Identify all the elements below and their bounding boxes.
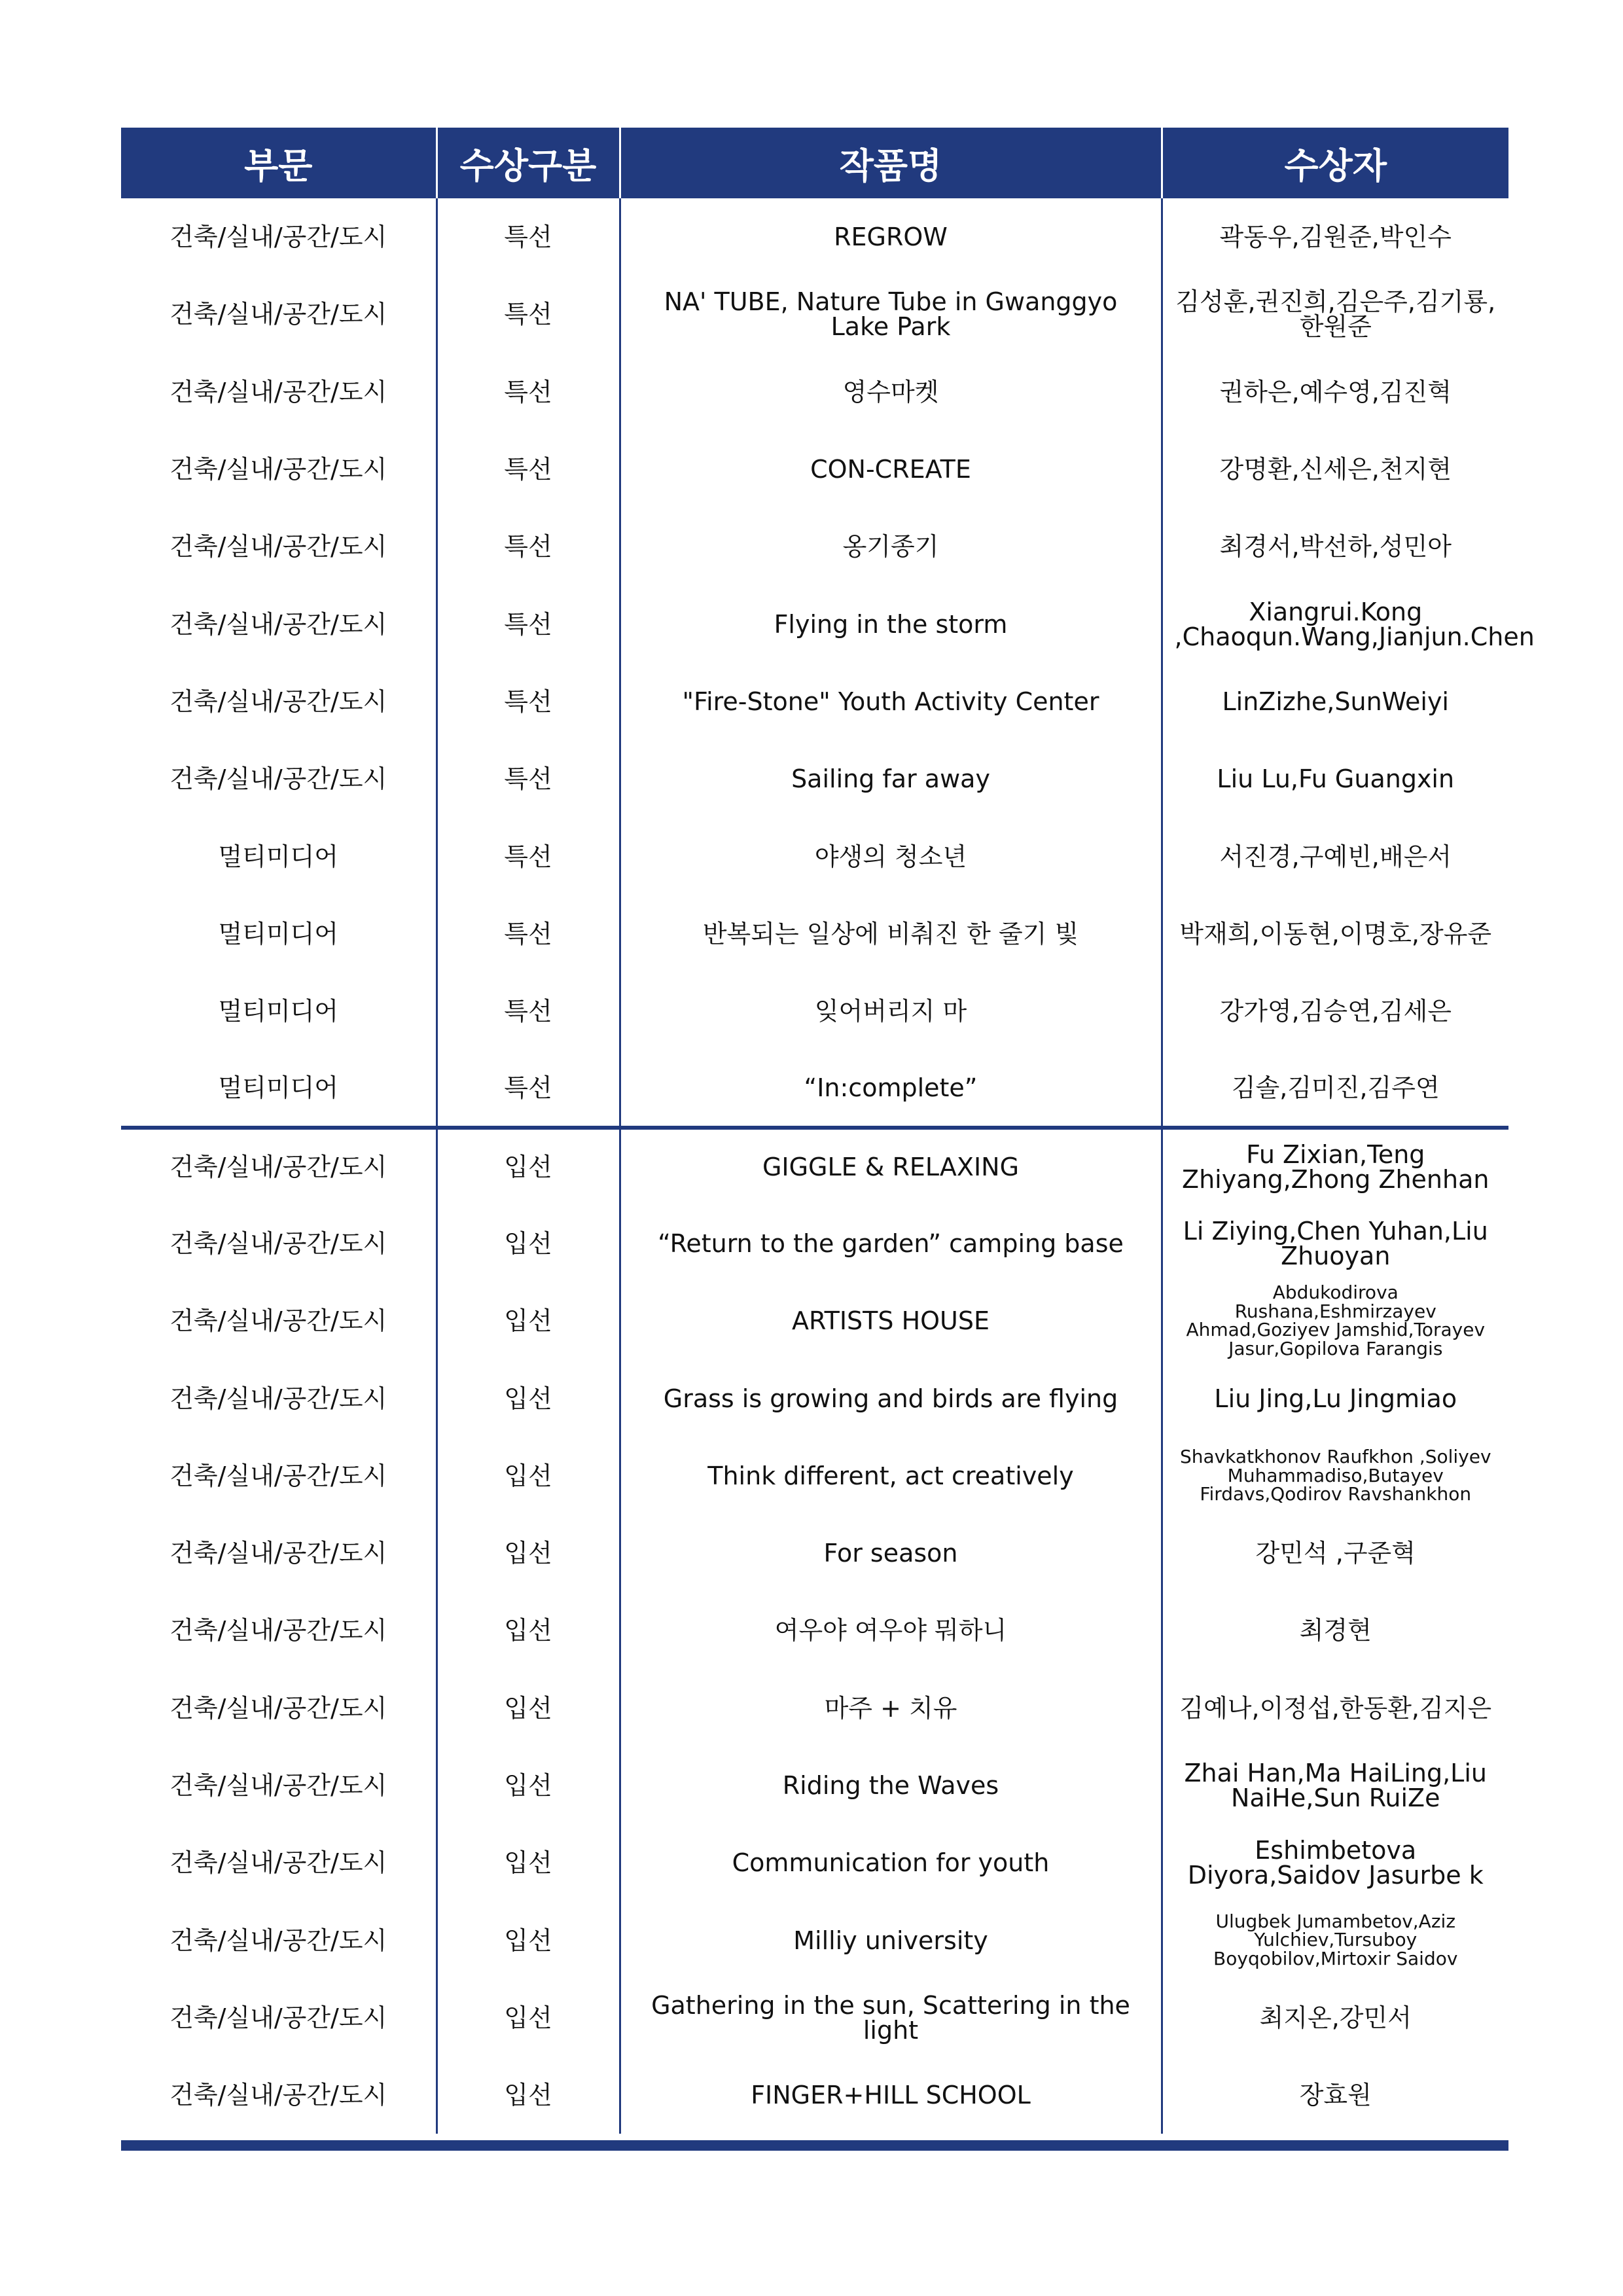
winners-cell: 곽동우,김원준,박인수: [1219, 223, 1452, 252]
winners-cell: 김성훈,권진희,김은주,김기룡,한원준: [1175, 287, 1496, 342]
category-cell: 건축/실내/공간/도시: [121, 1128, 437, 1205]
work-title-cell: 마주 + 치유: [620, 1670, 1162, 1747]
work-title-cell: Sailing far away: [620, 740, 1162, 817]
category-cell: 건축/실내/공간/도시: [121, 431, 437, 508]
work-title-cell: FINGER+HILL SCHOOL: [620, 2056, 1162, 2134]
category-cell: 건축/실내/공간/도시: [121, 1747, 437, 1824]
winners-cell: LinZizhe,SunWeiyi: [1222, 687, 1449, 716]
table-row: [121, 740, 1508, 817]
award-type-cell: 특선: [437, 895, 620, 973]
awards-body: [121, 198, 1535, 2134]
category-cell: 건축/실내/공간/도시: [121, 740, 437, 817]
table-row: [121, 2056, 1508, 2134]
table-bottom-rule: [121, 2140, 1508, 2151]
winners-cell: 최지온,강민서: [1259, 2003, 1412, 2032]
award-type-cell: 특선: [437, 1050, 620, 1127]
winners-cell: Li Ziying,Chen Yuhan,Liu Zhuoyan: [1183, 1217, 1488, 1270]
table-row: [121, 663, 1508, 740]
winners-cell: 박재희,이동현,이명호,장유준: [1179, 919, 1492, 948]
table-row: [121, 1979, 1508, 2056]
header-row: [121, 128, 1508, 198]
award-type-cell: 입선: [437, 1205, 620, 1282]
winners-cell: Liu Jing,Lu Jingmiao: [1214, 1384, 1457, 1413]
category-cell: 건축/실내/공간/도시: [121, 1437, 437, 1515]
table-row: [121, 585, 1508, 662]
work-title-cell: Gathering in the sun, Scattering in the light: [620, 1979, 1162, 2056]
work-title-cell: 영수마켓: [620, 353, 1162, 431]
winners-cell: 강명환,신세은,천지현: [1219, 455, 1452, 484]
award-type-cell: 입선: [437, 1670, 620, 1747]
table-row: [121, 1824, 1508, 1901]
award-type-cell: 입선: [437, 1282, 620, 1359]
winners-cell: Ulugbek Jumambetov,Aziz Yulchiev,Tursuboy Boyqobilov,Mirtoxir Saidov: [1213, 1910, 1458, 1969]
table-row: [121, 1670, 1508, 1747]
winners-cell: 김예나,이정섭,한동환,김지은: [1179, 1693, 1492, 1723]
category-cell: 건축/실내/공간/도시: [121, 1282, 437, 1359]
winners-cell: 강가영,김승연,김세은: [1219, 997, 1452, 1026]
award-type-cell: 입선: [437, 1902, 620, 1979]
table-row: [121, 817, 1508, 895]
category-cell: 건축/실내/공간/도시: [121, 1515, 437, 1592]
award-type-cell: 특선: [437, 663, 620, 740]
winners-cell: 강민석 ,구준혁: [1255, 1539, 1416, 1568]
work-title-cell: Grass is growing and birds are flying: [620, 1359, 1162, 1437]
category-cell: 건축/실내/공간/도시: [121, 2056, 437, 2134]
award-type-cell: 특선: [437, 740, 620, 817]
award-type-cell: 특선: [437, 276, 620, 353]
work-title-cell: 잊어버리지 마: [620, 973, 1162, 1050]
award-type-cell: 입선: [437, 1824, 620, 1901]
work-title-cell: Think different, act creatively: [620, 1437, 1162, 1515]
work-title-cell: 야생의 청소년: [620, 817, 1162, 895]
work-title-cell: "Fire-Stone" Youth Activity Center: [620, 663, 1162, 740]
table-row: [121, 1592, 1508, 1669]
winners-cell: 최경서,박선하,성민아: [1219, 532, 1452, 562]
category-cell: 건축/실내/공간/도시: [121, 276, 437, 353]
table-row: [121, 198, 1508, 276]
category-cell: 멀티미디어: [121, 1050, 437, 1127]
winners-cell: 서진경,구예빈,배은서: [1219, 842, 1452, 871]
table-row: [121, 508, 1508, 585]
winners-cell: Abdukodirova Rushana,Eshmirzayev Ahmad,Goziyev Jamshid,Torayev Jasur,Gopilova Farangis: [1186, 1282, 1486, 1359]
winners-cell: 최경현: [1299, 1616, 1372, 1645]
category-cell: 멀티미디어: [121, 973, 437, 1050]
category-cell: 건축/실내/공간/도시: [121, 663, 437, 740]
table-row: [121, 1205, 1508, 1282]
winners-cell: Eshimbetova Diyora,Saidov Jasurbe k: [1187, 1836, 1484, 1890]
award-type-cell: 특선: [437, 353, 620, 431]
work-title-cell: “Return to the garden” camping base: [620, 1205, 1162, 1282]
category-cell: 건축/실내/공간/도시: [121, 1592, 437, 1669]
table-row: [121, 1282, 1508, 1359]
winners-cell: Xiangrui.Kong ,Chaoqun.Wang,Jianjun.Chen: [1174, 597, 1535, 651]
work-title-cell: 옹기종기: [620, 508, 1162, 585]
award-type-cell: 입선: [437, 1128, 620, 1205]
table-row: [121, 1359, 1508, 1437]
category-cell: 건축/실내/공간/도시: [121, 1902, 437, 1979]
work-title-cell: 반복되는 일상에 비춰진 한 줄기 빛: [620, 895, 1162, 973]
award-type-cell: 특선: [437, 585, 620, 662]
award-type-cell: 특선: [437, 817, 620, 895]
table-row: [121, 1050, 1508, 1127]
category-cell: 멀티미디어: [121, 817, 437, 895]
work-title-cell: “In:complete”: [620, 1050, 1162, 1127]
work-title-cell: Milliy university: [620, 1902, 1162, 1979]
table-row: [121, 1902, 1508, 1979]
award-type-cell: 입선: [437, 1437, 620, 1515]
category-cell: 건축/실내/공간/도시: [121, 198, 437, 276]
category-cell: 건축/실내/공간/도시: [121, 1670, 437, 1747]
table-row: [121, 895, 1508, 973]
work-title-cell: 여우야 여우야 뭐하니: [620, 1592, 1162, 1669]
award-type-cell: 입선: [437, 1515, 620, 1592]
work-title-cell: Flying in the storm: [620, 585, 1162, 662]
work-title-cell: Riding the Waves: [620, 1747, 1162, 1824]
winners-cell: Fu Zixian,Teng Zhiyang,Zhong Zhenhan: [1162, 1128, 1508, 1205]
award-type-cell: 특선: [437, 973, 620, 1050]
winners-cell: 권하은,예수영,김진혁: [1219, 377, 1452, 406]
work-title-cell: CON-CREATE: [620, 431, 1162, 508]
table-row: [121, 431, 1508, 508]
header-winners: 수상자: [1162, 128, 1508, 198]
work-title-cell: GIGGLE & RELAXING: [620, 1128, 1162, 1205]
award-type-cell: 입선: [437, 1592, 620, 1669]
category-cell: 건축/실내/공간/도시: [121, 508, 437, 585]
award-type-cell: 입선: [437, 1359, 620, 1437]
award-type-cell: 특선: [437, 198, 620, 276]
category-cell: 건축/실내/공간/도시: [121, 1824, 437, 1901]
winners-cell: Shavkatkhonov Raufkhon ,Soliyev Muhammadiso,Butayev Firdavs,Qodirov Ravshankhon: [1179, 1446, 1491, 1505]
award-type-cell: 특선: [437, 508, 620, 585]
table-row: [121, 353, 1508, 431]
award-type-cell: 특선: [437, 431, 620, 508]
award-type-cell: 입선: [437, 1747, 620, 1824]
category-cell: 건축/실내/공간/도시: [121, 585, 437, 662]
work-title-cell: ARTISTS HOUSE: [620, 1282, 1162, 1359]
winners-cell: Zhai Han,Ma HaiLing,Liu NaiHe,Sun RuiZe: [1184, 1759, 1487, 1813]
table-row: [121, 276, 1508, 353]
header-category: 부문: [121, 128, 437, 198]
header-work-title: 작품명: [620, 128, 1162, 198]
table-row: [121, 1747, 1508, 1824]
header-award-type: 수상구분: [437, 128, 620, 198]
winners-cell: 김솔,김미진,김주연: [1231, 1073, 1440, 1102]
award-type-cell: 입선: [437, 2056, 620, 2134]
work-title-cell: Communication for youth: [620, 1824, 1162, 1901]
table-row: [121, 1437, 1508, 1515]
table-row: [121, 973, 1508, 1050]
work-title-cell: REGROW: [620, 198, 1162, 276]
winners-cell: 장효원: [1299, 2081, 1372, 2110]
table-row: [121, 1515, 1508, 1592]
category-cell: 건축/실내/공간/도시: [121, 1979, 437, 2056]
award-type-cell: 입선: [437, 1979, 620, 2056]
awards-table: [121, 128, 1535, 2134]
category-cell: 멀티미디어: [121, 895, 437, 973]
category-cell: 건축/실내/공간/도시: [121, 353, 437, 431]
work-title-cell: For season: [620, 1515, 1162, 1592]
winners-cell: Liu Lu,Fu Guangxin: [1217, 764, 1455, 794]
category-cell: 건축/실내/공간/도시: [121, 1359, 437, 1437]
work-title-cell: NA' TUBE, Nature Tube in Gwanggyo Lake Park: [620, 276, 1162, 353]
table-row: [121, 1128, 1508, 1205]
category-cell: 건축/실내/공간/도시: [121, 1205, 437, 1282]
